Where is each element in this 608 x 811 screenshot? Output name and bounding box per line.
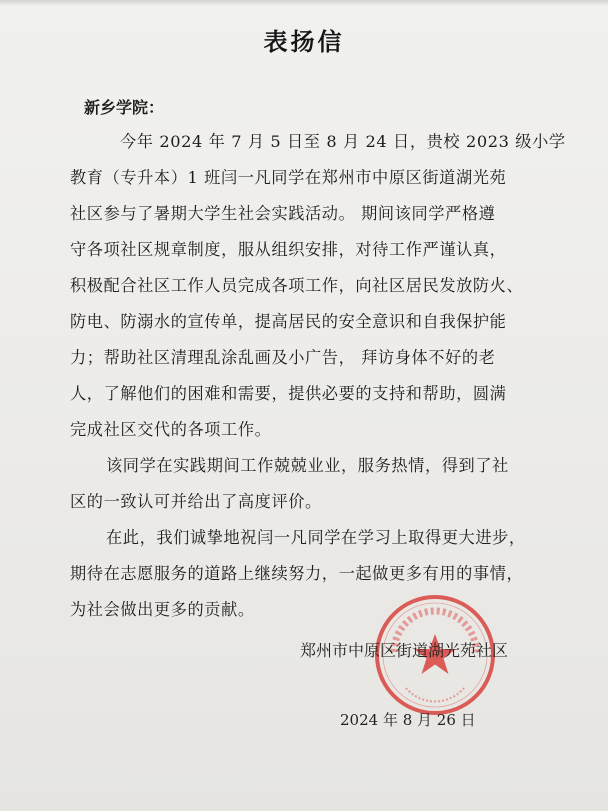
body-line: 完成社区交代的各项工作。 [70,420,272,439]
letter-title: 表扬信 [263,28,345,56]
page-edge-shadow [0,0,608,6]
body-line: 期待在志愿服务的道路上继续努力，一起做更多有用的事情， [70,564,524,583]
body-line: 防电、防溺水的宣传单，提高居民的安全意识和自我保护能 [70,312,507,331]
body-line: 力；帮助社区清理乱涂乱画及小广告， 拜访身体不好的老 [70,348,496,367]
signature-organization: 郑州市中原区街道湖光苑社区 [300,641,509,660]
body-line: 为社会做出更多的贡献。 [70,600,255,619]
salutation: 新乡学院： [84,98,165,117]
body-line: 守各项社区规章制度，服从组织安排，对待工作严谨认真， [70,240,507,259]
body-line: 人，了解他们的困难和需要，提供必要的支持和帮助，圆满 [70,384,507,403]
signature-date: 2024 年 8 月 26 日 [340,711,476,729]
body-line: 积极配合社区工作人员完成各项工作，向社区居民发放防火、 [70,276,524,295]
body-line: 今年 2024 年 7 月 5 日至 8 月 24 日，贵校 2023 级小学 [120,132,566,151]
body-line: 区的一致认可并给出了高度评价。 [70,492,322,511]
body-line: 教育（专升本）1 班闫一凡同学在郑州市中原区街道湖光苑 [70,168,507,187]
body-line: 该同学在实践期间工作兢兢业业，服务热情，得到了社 [106,456,509,475]
body-line: 社区参与了暑期大学生社会实践活动。 期间该同学严格遵 [70,204,496,223]
body-line: 在此，我们诚挚地祝闫一凡同学在学习上取得更大进步， [106,528,526,547]
